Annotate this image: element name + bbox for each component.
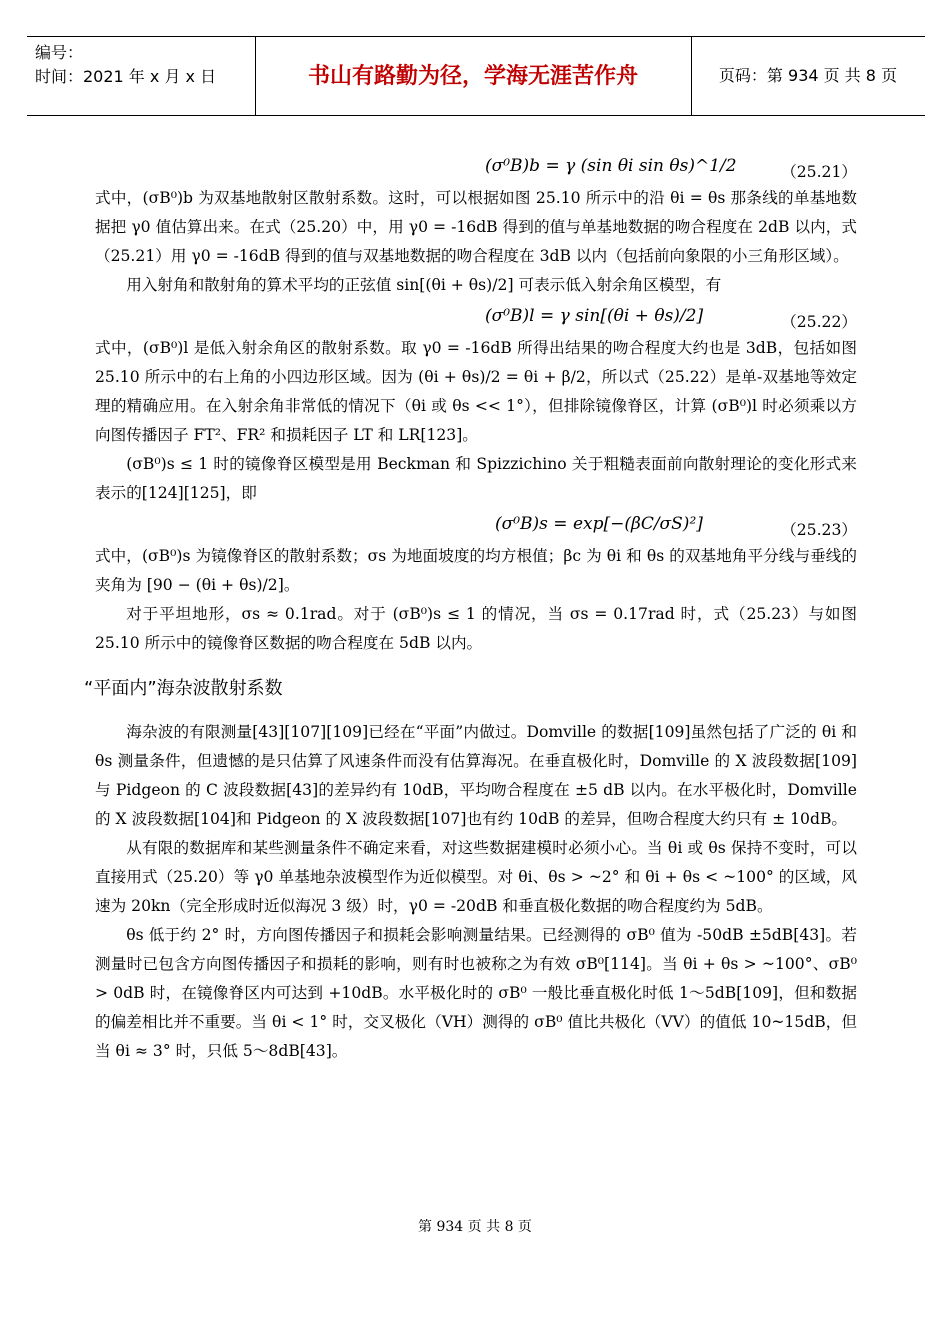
- paragraph: θs 低于约 2° 时，方向图传播因子和损耗会影响测量结果。已经测得的 σB⁰ 值为 -50dB ±5dB[43]。若测量时已包含方向图传播因子和损耗的影响，则有时也被称之为有效 σB⁰[114]。当 θi + θs > ~100°、σB⁰ > 0dB 时，在镜像脊区内可达到 +10dB。水平极化时的 σB⁰ 一般比垂直极化时低 1～5dB[109]，但和数据的偏差相比并不重要。当 θi < 1° 时，交叉极化（VH）测得的 σB⁰ 值比共极化（VV）的值低 10~15dB，但当 θi ≈ 3° 时，只低 5～8dB[43]。: [95, 926, 857, 1060]
- header-meta: [35, 41, 216, 89]
- equation-formula: (σ⁰B)s = exp[−(βC/σS)²]: [495, 514, 703, 534]
- equation-25-23: [95, 508, 857, 542]
- paragraph: (σB⁰)s ≤ 1 时的镜像脊区模型是用 Beckman 和 Spizzichino 关于粗糙表面前向散射理论的变化形式来表示的[124][125]，即: [95, 455, 857, 502]
- equation-25-21: [95, 150, 857, 184]
- page-footer: 第 934 页 共 8 页: [418, 1219, 532, 1235]
- section-heading: “平面内”海杂波散射系数: [84, 678, 283, 699]
- document-header: [27, 36, 925, 116]
- equation-formula: (σ⁰B)b = γ (sin θi sin θs)^1/2: [485, 156, 737, 176]
- date-label: 时间：2021 年 x 月 x 日: [35, 67, 217, 86]
- paragraph: 式中，(σB⁰)b 为双基地散射区散射系数。这时，可以根据如图 25.10 所示中的沿 θi = θs 那条线的单基地数据把 γ0 值估算出来。在式（25.20）中，用 γ0 = -16dB 得到的值与单基地数据的吻合程度在 2dB 以内，式（25.21）用 γ0 = -16dB 得到的值与双基地数据的吻合程度在 3dB 以内（包括前向象限的小三角形区域）。: [95, 189, 857, 265]
- equation-25-22: [95, 300, 857, 334]
- header-page-info: 页码：第 934 页 共 8 页: [718, 66, 898, 85]
- equation-number: （25.23）: [781, 521, 857, 539]
- paragraph: 用入射角和散射角的算术平均的正弦值 sin[(θi + θs)/2] 可表示低入射余角区模型，有: [126, 276, 722, 294]
- document-body: [84, 150, 857, 1066]
- paragraph: 式中，(σB⁰)s 为镜像脊区的散射系数；σs 为地面坡度的均方根值；βc 为 θi 和 θs 的双基地角平分线与垂线的夹角为 [90 − (θi + θs)/2]。: [95, 547, 857, 594]
- equation-number: （25.21）: [781, 163, 857, 181]
- equation-number: （25.22）: [781, 313, 857, 331]
- paragraph: 海杂波的有限测量[43][107][109]已经在“平面”内做过。Domville 的数据[109]虽然包括了广泛的 θi 和 θs 测量条件，但遗憾的是只估算了风速条件而没有估算海况。在垂直极化时，Domville 的 X 波段数据[109]与 Pidgeon 的 C 波段数据[43]的差异约有 10dB，平均吻合程度在 ±5 dB 以内。在水平极化时，Domville 的 X 波段数据[104]和 Pidgeon 的 X 波段数据[107]也有约 10dB 的差异，但吻合程度大约只有 ± 10dB。: [95, 723, 857, 828]
- paragraph: 式中，(σB⁰)l 是低入射余角区的散射系数。取 γ0 = -16dB 所得出结果的吻合程度大约也是 3dB，包括如图 25.10 所示中的右上角的小四边形区域。因为 (θi + θs)/2 = θi + β/2，所以式（25.22）是单-双基地等效定理的精确应用。在入射余角非常低的情况下（θi 或 θs << 1°），但排除镜像脊区，计算 (σB⁰)l 时必须乘以方向图传播因子 FT²、FR² 和损耗因子 LT 和 LR[123]。: [95, 339, 857, 444]
- paragraph: 对于平坦地形，σs ≈ 0.1rad。对于 (σB⁰)s ≤ 1 的情况，当 σs = 0.17rad 时，式（25.23）与如图 25.10 所示中的镜像脊区数据的吻合程度在 5dB 以内。: [95, 605, 857, 652]
- code-label: 编号：: [35, 43, 84, 62]
- equation-formula: (σ⁰B)l = γ sin[(θi + θs)/2]: [485, 306, 704, 326]
- header-motto: 书山有路勤为径，学海无涯苦作舟: [307, 64, 638, 89]
- paragraph: 从有限的数据库和某些测量条件不确定来看，对这些数据建模时必须小心。当 θi 或 θs 保持不变时，可以直接用式（25.20）等 γ0 单基地杂波模型作为近似模型。对 θi、θs > ~2° 和 θi + θs < ~100° 的区域，风速为 20kn（完全形成时近似海况 3 级）时，γ0 = -20dB 和垂直极化数据的吻合程度约为 5dB。: [95, 839, 857, 915]
